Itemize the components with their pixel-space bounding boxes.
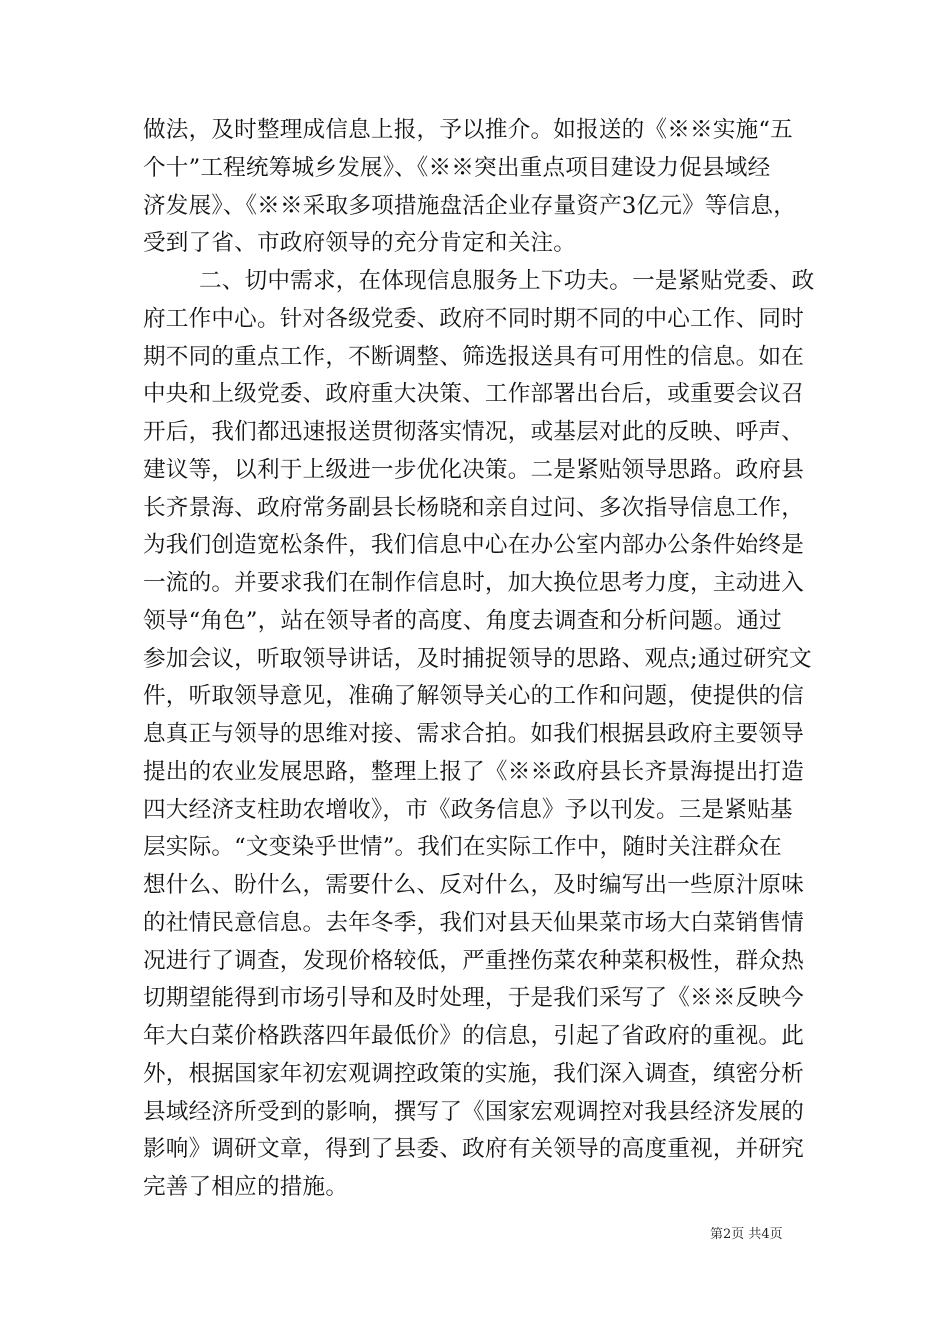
text-line: 开后，我们都迅速报送贯彻落实情况，或基层对此的反映、呼声、 xyxy=(143,419,805,445)
paragraph-start-line: 二、切中需求，在体现信息服务上下功夫。一是紧贴党委、政 xyxy=(199,268,815,294)
text-line: 影响》调研文章，得到了县委、政府有关领导的高度重视，并研究 xyxy=(143,1136,805,1163)
text-line: 况进行了调查，发现价格较低，严重挫伤菜农种菜积极性，群众热 xyxy=(143,947,805,974)
text-line: 的社情民意信息。去年冬季，我们对县天仙果菜市场大白菜销售情 xyxy=(143,909,805,936)
text-line: 完善了相应的措施。 xyxy=(143,1174,349,1200)
text-line: 中央和上级党委、政府重大决策、工作部署出台后，或重要会议召 xyxy=(143,381,805,408)
text-line: 息真正与领导的思维对接、需求合拍。如我们根据县政府主要领导 xyxy=(143,721,805,747)
text-line: 层实际。“文变染乎世情”。我们在实际工作中，随时关注群众在 xyxy=(143,834,782,861)
page-number-footer: 第2页 共4页 xyxy=(710,1227,783,1242)
text-line: 参加会议，听取领导讲话，及时捕捉领导的思路、观点;通过研究文 xyxy=(143,645,812,672)
text-line: 受到了省、市政府领导的充分肯定和关注。 xyxy=(143,230,577,257)
text-line: 期不同的重点工作，不断调整、筛选报送具有可用性的信息。如在 xyxy=(143,343,805,370)
text-line: 件，听取领导意见，准确了解领导关心的工作和问题，使提供的信 xyxy=(143,683,805,710)
text-line: 想什么、盼什么，需要什么、反对什么，及时编写出一些原汁原味 xyxy=(143,872,805,898)
text-line: 济发展》、《※※采取多项措施盘活企业存量资产3亿元》等信息， xyxy=(143,192,796,219)
text-line: 领导“角色”，站在领导者的高度、角度去调查和分析问题。通过 xyxy=(143,607,782,634)
text-line: 建议等，以利于上级进一步优化决策。二是紧贴领导思路。政府县 xyxy=(143,456,805,483)
text-line: 外，根据国家年初宏观调控政策的实施，我们深入调查，缜密分析 xyxy=(143,1060,805,1087)
text-line: 县域经济所受到的影响，撰写了《国家宏观调控对我县经济发展的 xyxy=(143,1098,805,1125)
body-text xyxy=(143,112,813,1207)
text-line: 四大经济支柱助农增收》，市《政务信息》予以刊发。三是紧贴基 xyxy=(143,796,793,823)
text-line: 一流的。并要求我们在制作信息时，加大换位思考力度，主动进入 xyxy=(143,570,805,596)
text-line: 长齐景海、政府常务副县长杨晓和亲自过问、多次指导信息工作， xyxy=(143,494,805,521)
text-line: 年大白菜价格跌落四年最低价》的信息，引起了省政府的重视。此 xyxy=(143,1023,805,1049)
text-line: 个十”工程统筹城乡发展》、《※※突出重点项目建设力促县域经 xyxy=(143,154,771,181)
text-line: 为我们创造宽松条件，我们信息中心在办公室内部办公条件始终是 xyxy=(143,532,805,559)
text-line: 做法，及时整理成信息上报，予以推介。如报送的《※※实施“五 xyxy=(143,117,793,143)
text-line: 府工作中心。针对各级党委、政府不同时期不同的中心工作、同时 xyxy=(143,305,805,332)
text-line: 切期望能得到市场引导和及时处理，于是我们采写了《※※反映今 xyxy=(143,985,805,1012)
text-line: 提出的农业发展思路，整理上报了《※※政府县长齐景海提出打造 xyxy=(143,758,805,785)
